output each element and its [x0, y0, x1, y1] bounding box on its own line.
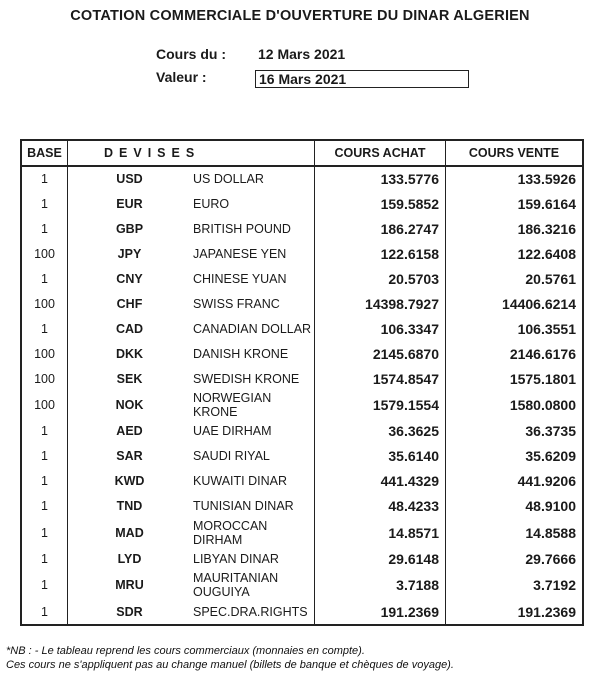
- cell-cours-vente: 14406.6214: [502, 295, 576, 312]
- cell-cours-achat: 29.6148: [315, 547, 446, 572]
- cell-code: CAD: [115, 321, 144, 336]
- valeur-date-box: 16 Mars 2021: [255, 70, 469, 88]
- cell-cours-vente: 159.6164: [517, 196, 576, 213]
- table-row: [21, 316, 583, 341]
- cell-cours-vente: 48.9100: [525, 498, 576, 515]
- cell-cours-vente: 122.6408: [517, 246, 576, 263]
- cell-base: 1: [21, 316, 68, 341]
- cell-cours-achat: 186.2747: [315, 217, 446, 242]
- table-row: [21, 217, 583, 242]
- table-row: [21, 391, 583, 419]
- table-row: [21, 242, 583, 267]
- cell-currency-name: LIBYAN DINAR: [191, 547, 315, 572]
- cell-base: 1: [21, 217, 68, 242]
- cell-base: 1: [21, 444, 68, 469]
- cell-cours-achat: 441.4329: [315, 469, 446, 494]
- header-cours-vente: COURS VENTE: [446, 140, 584, 166]
- cell-base: 1: [21, 419, 68, 444]
- table-row: [21, 599, 583, 625]
- cell-code: MRU: [115, 578, 144, 593]
- cell-code: AED: [116, 424, 143, 439]
- header-cours-achat: COURS ACHAT: [315, 140, 446, 166]
- table-row: [21, 291, 583, 316]
- cell-currency-name: US DOLLAR: [191, 166, 315, 192]
- cell-base: 1: [21, 469, 68, 494]
- cell-currency-name: SAUDI RIYAL: [191, 444, 315, 469]
- table-header-row: [21, 140, 583, 166]
- cell-currency-name: SPEC.DRA.RIGHTS: [191, 599, 315, 625]
- table-row: [21, 547, 583, 572]
- cell-base: 1: [21, 192, 68, 217]
- table-row: [21, 469, 583, 494]
- header-devises: DEVISES: [68, 140, 315, 166]
- cell-cours-vente: 441.9206: [517, 473, 576, 490]
- cell-code: MAD: [115, 525, 144, 540]
- cell-cours-achat: 14.8571: [315, 519, 446, 547]
- cell-base: 1: [21, 267, 68, 292]
- cell-code: TND: [116, 499, 143, 514]
- cell-base: 1: [21, 519, 68, 547]
- cell-currency-name: DANISH KRONE: [191, 341, 315, 366]
- cell-cours-achat: 1574.8547: [315, 366, 446, 391]
- cell-cours-vente: 1575.1801: [509, 370, 576, 387]
- table-row: [21, 419, 583, 444]
- cell-base: 1: [21, 571, 68, 599]
- header-base: BASE: [21, 140, 68, 166]
- cell-currency-name: CHINESE YUAN: [191, 267, 315, 292]
- cell-currency-name: EURO: [191, 192, 315, 217]
- table-row: [21, 519, 583, 547]
- cours-du-label: Cours du :: [156, 46, 226, 62]
- cell-cours-vente: 133.5926: [517, 171, 576, 188]
- cell-currency-name: JAPANESE YEN: [191, 242, 315, 267]
- footnote-line-1: *NB : - Le tableau reprend les cours commerciaux (monnaies en compte).: [6, 645, 365, 657]
- cell-code: LYD: [117, 552, 142, 567]
- table-row: [21, 166, 583, 192]
- cell-cours-vente: 3.7192: [533, 577, 576, 594]
- cell-base: 100: [21, 291, 68, 316]
- cell-cours-vente: 35.6209: [525, 448, 576, 465]
- table-row: [21, 192, 583, 217]
- cell-currency-name: MOROCCAN DIRHAM: [191, 519, 315, 547]
- cell-currency-name: UAE DIRHAM: [191, 419, 315, 444]
- cell-currency-name: KUWAITI DINAR: [191, 469, 315, 494]
- cell-cours-achat: 133.5776: [315, 166, 446, 192]
- cell-cours-achat: 35.6140: [315, 444, 446, 469]
- cell-code: GBP: [115, 222, 144, 237]
- cell-cours-achat: 122.6158: [315, 242, 446, 267]
- cell-code: EUR: [116, 197, 143, 212]
- table-row: [21, 571, 583, 599]
- table-row: [21, 267, 583, 292]
- cell-code: SEK: [116, 371, 143, 386]
- cell-currency-name: SWEDISH KRONE: [191, 366, 315, 391]
- cell-cours-achat: 191.2369: [315, 599, 446, 625]
- cell-base: 1: [21, 547, 68, 572]
- cell-code: SAR: [116, 449, 143, 464]
- cell-cours-vente: 191.2369: [517, 603, 576, 620]
- cell-cours-achat: 2145.6870: [315, 341, 446, 366]
- cell-cours-vente: 186.3216: [517, 221, 576, 238]
- page-title: COTATION COMMERCIALE D'OUVERTURE DU DINAR ALGERIEN: [70, 8, 530, 24]
- cell-currency-name: NORWEGIAN KRONE: [191, 391, 315, 419]
- cell-code: CNY: [116, 272, 143, 286]
- cell-cours-vente: 1580.0800: [509, 397, 576, 414]
- cours-du-value: 12 Mars 2021: [258, 46, 346, 62]
- cell-cours-vente: 36.3735: [525, 423, 576, 440]
- cell-cours-achat: 3.7188: [315, 571, 446, 599]
- cell-base: 100: [21, 391, 68, 419]
- exchange-rate-table: [20, 139, 584, 626]
- table-row: [21, 444, 583, 469]
- table-body: [21, 166, 583, 625]
- cell-currency-name: BRITISH POUND: [191, 217, 315, 242]
- cell-code: USD: [116, 172, 143, 187]
- cell-cours-achat: 14398.7927: [315, 291, 446, 316]
- cell-code: NOK: [115, 398, 144, 413]
- cell-cours-achat: 48.4233: [315, 494, 446, 519]
- cell-cours-vente: 14.8588: [525, 524, 576, 541]
- table-row: [21, 494, 583, 519]
- cell-cours-vente: 20.5761: [525, 271, 576, 287]
- cell-code: CHF: [116, 296, 143, 311]
- cell-base: 100: [21, 341, 68, 366]
- cell-code: JPY: [117, 247, 142, 262]
- table-row: [21, 341, 583, 366]
- cell-cours-achat: 159.5852: [315, 192, 446, 217]
- cell-base: 100: [21, 242, 68, 267]
- cell-base: 1: [21, 494, 68, 519]
- cell-code: DKK: [115, 346, 144, 361]
- cell-cours-vente: 29.7666: [525, 551, 576, 568]
- cell-cours-vente: 2146.6176: [509, 345, 576, 362]
- cell-cours-achat: 36.3625: [315, 419, 446, 444]
- cell-cours-achat: 106.3347: [315, 316, 446, 341]
- table-row: [21, 366, 583, 391]
- cell-base: 1: [21, 599, 68, 625]
- cell-base: 100: [21, 366, 68, 391]
- valeur-label: Valeur :: [156, 69, 207, 85]
- cell-currency-name: CANADIAN DOLLAR: [191, 316, 315, 341]
- cell-base: 1: [21, 166, 68, 192]
- cell-currency-name: MAURITANIAN OUGUIYA: [191, 571, 315, 599]
- cell-code: SDR: [116, 604, 143, 619]
- cell-currency-name: SWISS FRANC: [191, 291, 315, 316]
- footnote-line-2: Ces cours ne s'appliquent pas au change manuel (billets de banque et chèques de voyage).: [6, 659, 454, 671]
- cell-cours-vente: 106.3551: [517, 320, 576, 337]
- cell-code: KWD: [114, 474, 145, 489]
- cell-currency-name: TUNISIAN DINAR: [191, 494, 315, 519]
- cell-cours-achat: 20.5703: [315, 267, 446, 292]
- cell-cours-achat: 1579.1554: [315, 391, 446, 419]
